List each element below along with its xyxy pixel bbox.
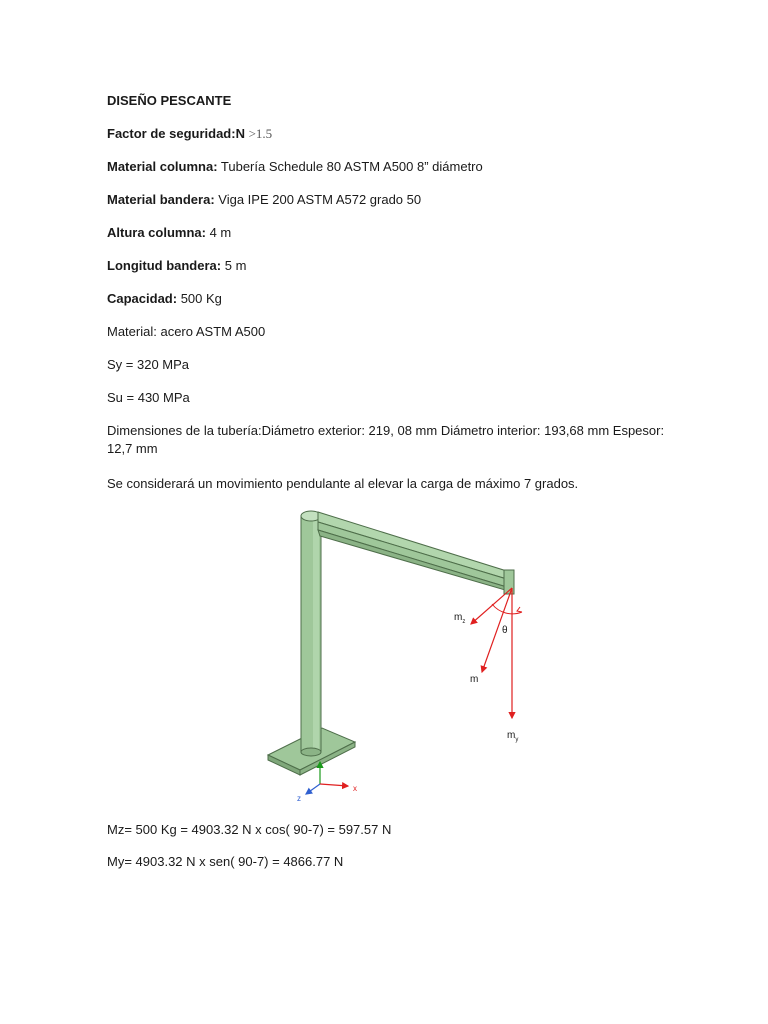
z-axis-label: z [297,794,301,803]
m-label: m [470,674,479,685]
pipe-dimensions-paragraph: Dimensiones de la tubería:Diámetro exterior: 219, 08 mm Diámetro interior: 193,68 mm Espesor: 12,7 mm [107,423,665,456]
x-axis-arrow [320,784,348,786]
flag-material-field: Material bandera: Viga IPE 200 ASTM A572 grado 50 [107,192,422,207]
safety-factor-field: Factor de seguridad:N >1.5 [107,126,273,141]
pendulum-note: Se considerará un movimiento pendulante al elevar la carga de máximo 7 grados. [107,476,579,491]
z-axis-arrow [306,784,320,794]
ultimate-strength-line: Su = 430 MPa [107,390,190,405]
theta-label: θ [502,625,508,636]
beam [318,512,514,594]
mz-equation: Mz= 500 Kg = 4903.32 N x cos( 90-7) = 597.57 N [107,822,392,837]
theta-arc [492,604,522,614]
material-line: Material: acero ASTM A500 [107,324,266,339]
my-label: $m_y$ [507,730,519,743]
x-axis-label: x [353,784,357,793]
my-equation: My= 4903.32 N x sen( 90-7) = 4866.77 N [107,854,344,869]
column [301,511,321,756]
capacity-field: Capacidad: 500 Kg [107,291,222,306]
jib-crane-figure [260,500,530,810]
force-vectors [471,588,522,718]
document-title: DISEÑO PESCANTE [107,93,232,108]
flag-length-field: Longitud bandera: 5 m [107,258,247,273]
yield-strength-line: Sy = 320 MPa [107,357,190,372]
column-height-field: Altura columna: 4 m [107,225,232,240]
mz-label: $m_z$ [454,612,466,625]
column-material-field: Material columna: Tubería Schedule 80 ASTM A500 8” diámetro [107,159,483,174]
